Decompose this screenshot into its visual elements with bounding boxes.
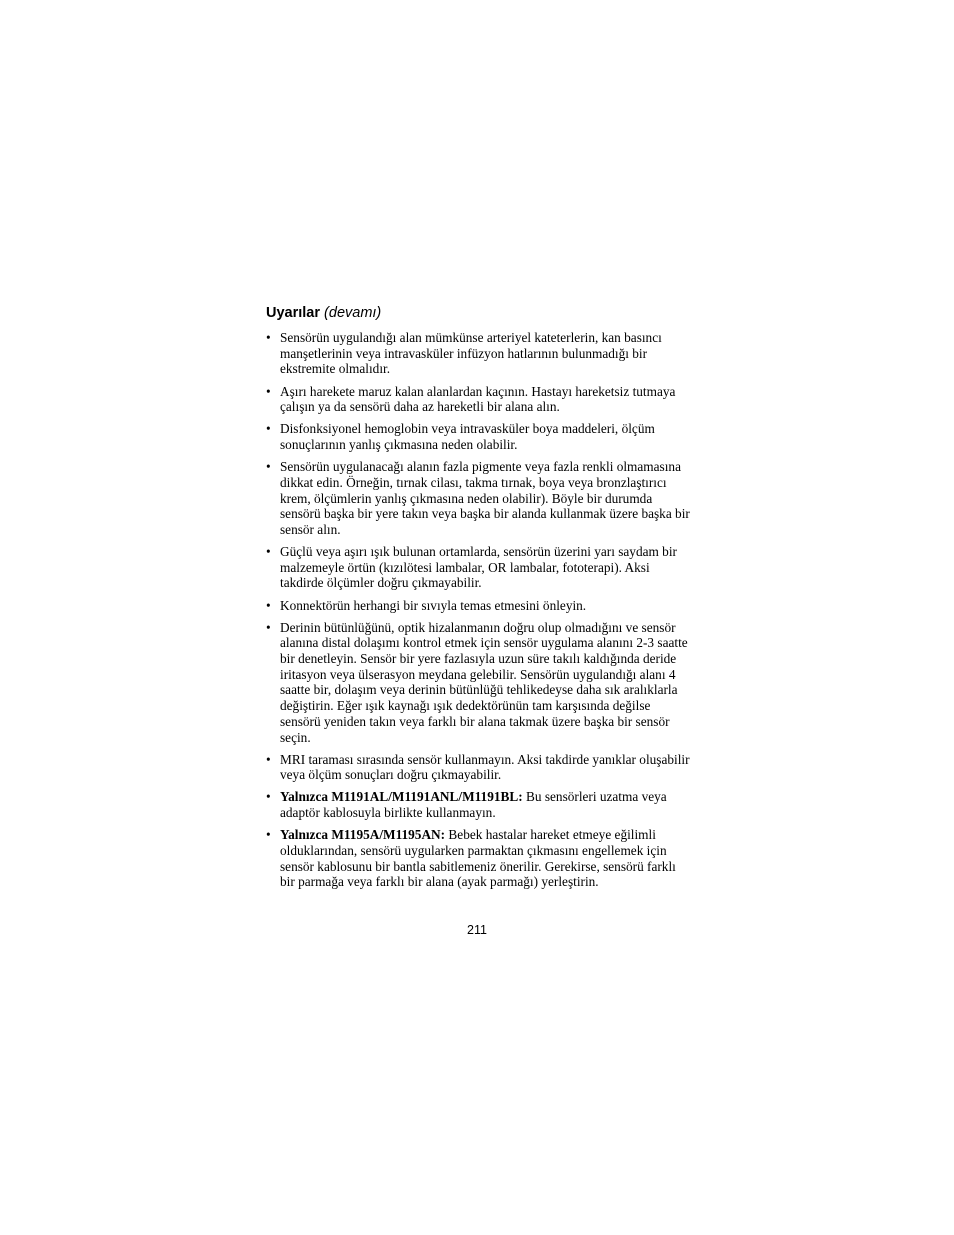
bullet-icon: •	[266, 751, 271, 767]
warning-lead: Yalnızca M1191AL/M1191ANL/M1191BL:	[280, 789, 523, 805]
warning-item	[266, 789, 690, 820]
bullet-icon: •	[266, 619, 271, 635]
warning-item	[266, 544, 690, 591]
warning-item	[266, 459, 690, 538]
warning-text: Bu sensörleri uzatma veya adaptör kablosuyla birlikte kullanmayın.	[280, 789, 667, 821]
warning-text: Konnektörün herhangi bir sıvıyla temas etmesini önleyin.	[280, 597, 587, 613]
warning-item	[266, 330, 690, 377]
warning-item	[266, 752, 690, 783]
warning-item	[266, 384, 690, 415]
bullet-icon: •	[266, 789, 271, 805]
section-heading	[266, 304, 381, 322]
bullet-icon: •	[266, 544, 271, 559]
warning-text: Sensörün uygulandığı alan mümkünse arteriyel kateterlerin, kan basıncı manşetlerinin veya intravasküler infüzyon hatlarının bulunmadığı bir ekstremite olmalıdır.	[280, 330, 662, 377]
bullet-icon: •	[266, 827, 271, 843]
warnings-list	[266, 330, 690, 896]
bullet-icon: •	[266, 459, 271, 475]
warning-lead: Yalnızca M1195A/M1195AN:	[280, 827, 446, 843]
warning-item	[266, 620, 690, 746]
warning-text: Disfonksiyonel hemoglobin veya intravasküler boya maddeleri, ölçüm sonuçlarının yanlış çıkmasına neden olabilir.	[280, 421, 655, 452]
warning-text: MRI taraması sırasında sensör kullanmayın. Aksi takdirde yanıklar oluşabilir veya ölçüm sonuçları doğru çıkmayabilir.	[280, 751, 690, 783]
section-subtitle: (devamı)	[324, 305, 382, 321]
bullet-icon: •	[266, 330, 271, 345]
warning-text: Derinin bütünlüğünü, optik hizalanmanın doğru olup olmadığını ve sensör alanına distal dolaşımı kontrol etmek için sensör uygulama alanını 2-3 saatte bir denetleyin. Sensör bir yere fazlasıyla uzun süre takılı kaldığında deride iritasyon veya ülserasyon meydana gelebilir. Sensörün uygulandığı alanı 4 saatte bir, dolaşım veya derinin bütünlüğü tehlikedeyse daha sık aralıklarla değiştirin. Eğer ışık kaynağı ışık dedektörünün tam karşısında değilse sensörü yeniden takın veya farklı bir alana takmak üzere başka bir sensör seçin.	[280, 619, 688, 745]
page-number: 211	[467, 923, 487, 937]
bullet-icon: •	[266, 421, 271, 437]
warning-text: Güçlü veya aşırı ışık bulunan ortamlarda, sensörün üzerini yarı saydam bir malzemeyle örtün (kızılötesi lambalar, OR lambalar, fototerapi). Aksi takdirde ölçümler doğru çıkmayabilir.	[280, 544, 677, 591]
bullet-icon: •	[266, 597, 271, 613]
warning-item	[266, 827, 690, 890]
warning-text: Aşırı harekete maruz kalan alanlardan kaçının. Hastayı hareketsiz tutmaya çalışın ya da sensörü daha az hareketli bir alana alın.	[280, 383, 676, 415]
section-title: Uyarılar	[266, 305, 321, 321]
warning-text: Sensörün uygulanacağı alanın fazla pigmente veya fazla renkli olmamasına dikkat edin. Örneğin, tırnak cilası, takma tırnak, boya veya bronzlaştırıcı krem, ölçümlerin yanlış çıkmasına neden olabilir). Böyle bir durumda sensörü başka bir yere takın veya başka bir alanda kullanmak üzere başka bir sensör alın.	[280, 459, 690, 537]
warning-text: Bebek hastalar hareket etmeye eğilimli olduklarından, sensörü uygularken parmaktan çıkmasını engellemek için sensör kablosunu bir bantla sabitlemeniz önerilir. Gerekirse, sensörü farklı bir parmağa veya farklı bir alana (ayak parmağı) yerleştirin.	[280, 827, 676, 890]
bullet-icon: •	[266, 383, 271, 399]
warning-item	[266, 421, 690, 452]
warning-item	[266, 598, 690, 614]
